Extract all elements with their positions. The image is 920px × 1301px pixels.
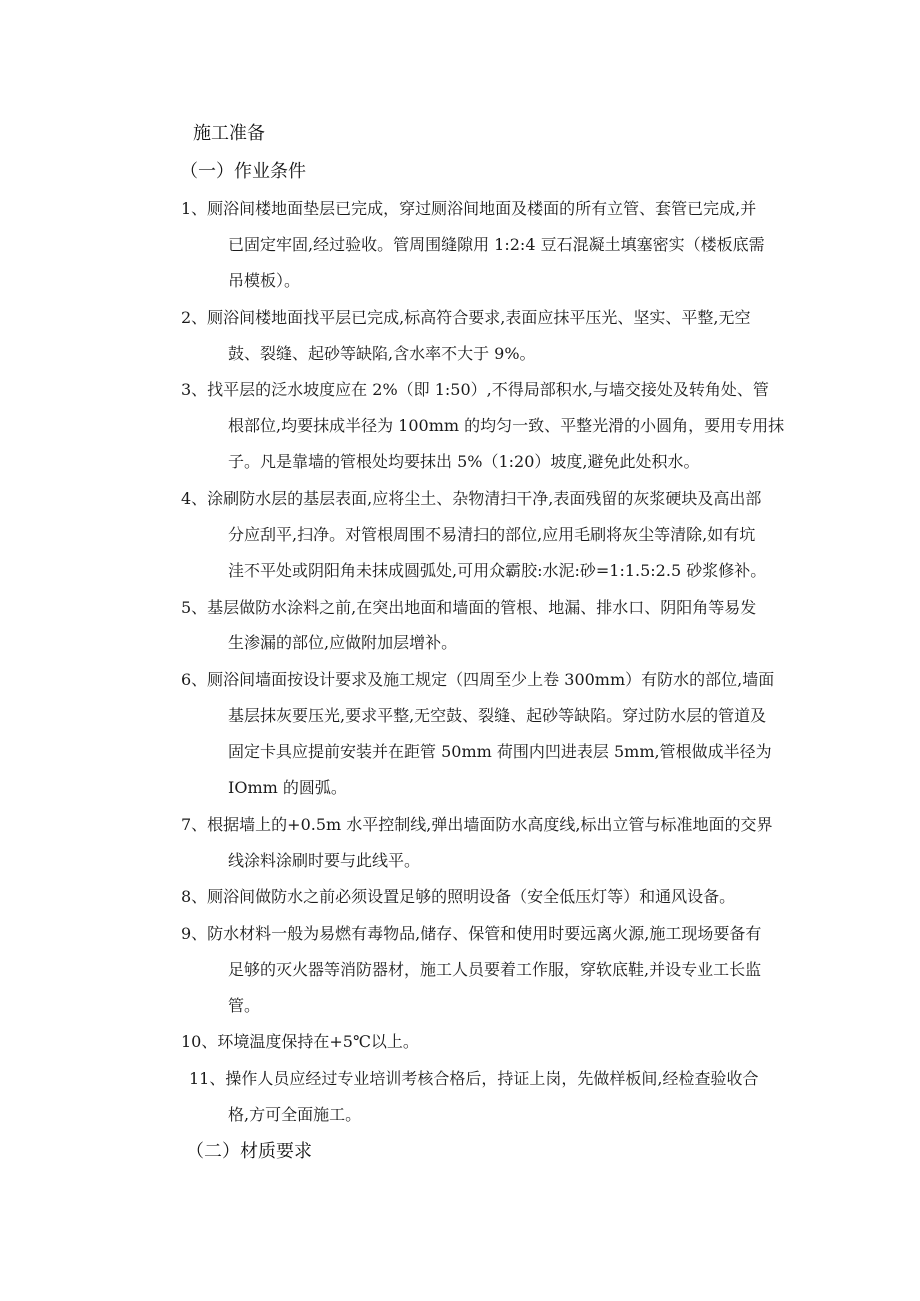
- item-1-line-3: 吊模板）。: [228, 271, 301, 290]
- item-3-line-1: 3、找平层的泛水坡度应在 2%（即 1:50）,不得局部积水,与墙交接处及转角处、管: [181, 380, 769, 399]
- item-11-line-2: 格,方可全面施工。: [228, 1105, 362, 1124]
- item-2-line-2: 鼓、裂缝、起砂等缺陷,含水率不大于 9%。: [228, 344, 536, 363]
- item-10-line-1: 10、环境温度保持在+5℃以上。: [181, 1032, 419, 1051]
- item-5-line-2: 生渗漏的部位,应做附加层增补。: [228, 633, 458, 652]
- item-9-line-2: 足够的灭火器等消防器材，施工人员要着工作服，穿软底鞋,并设专业工长监: [228, 960, 762, 979]
- item-6-line-3: 固定卡具应提前安装并在距管 50mm 荷围内凹进表层 5mm,管根做成半径为: [228, 742, 772, 761]
- item-7-line-1: 7、根据墙上的+0.5m 水平控制线,弹出墙面防水高度线,标出立管与标准地面的交界: [181, 815, 773, 834]
- item-2-line-1: 2、厕浴间楼地面找平层已完成,标高符合要求,表面应抹平压光、坚实、平整,无空: [181, 308, 751, 327]
- item-4-line-3: 洼不平处或阴阳角未抹成圆弧处,可用众霸胶:水泥:砂=1:1.5:2.5 砂浆修补。: [228, 561, 767, 580]
- section-heading-work-conditions: （一）作业条件: [180, 161, 306, 182]
- item-7-line-2: 线涂料涂刷时要与此线平。: [228, 851, 421, 870]
- item-6-line-2: 基层抹灰要压光,要求平整,无空鼓、裂缝、起砂等缺陷。穿过防水层的管道及: [228, 706, 767, 725]
- item-3-line-3: 子。凡是靠墙的管根处均要抹出 5%（1:20）坡度,避免此处积水。: [228, 452, 700, 471]
- item-8-line-1: 8、厕浴间做防水之前必须设置足够的照明设备（安全低压灯等）和通风设备。: [181, 887, 736, 906]
- item-5-line-1: 5、基层做防水涂料之前,在突出地面和墙面的管根、地漏、排水口、阴阳角等易发: [181, 598, 757, 617]
- item-4-line-1: 4、涂刷防水层的基层表面,应将尘土、杂物清扫干净,表面残留的灰浆硬块及高出部: [181, 489, 762, 508]
- item-4-line-2: 分应刮平,扫净。对管根周围不易清扫的部位,应用毛刷将灰尘等清除,如有坑: [228, 525, 756, 544]
- item-1-line-2: 已固定牢固,经过验收。管周围缝隙用 1:2:4 豆石混凝土填塞密实（楼板底需: [228, 235, 765, 254]
- section-heading-material-requirements: （二）材质要求: [186, 1141, 312, 1162]
- document-title: 施工准备: [193, 123, 265, 144]
- item-6-line-4: IOmm 的圆弧。: [228, 778, 347, 797]
- item-11-line-1: 11、操作人员应经过专业培训考核合格后，持证上岗，先做样板间,经检查验收合: [189, 1069, 759, 1088]
- item-1-line-1: 1、厕浴间楼地面垫层已完成，穿过厕浴间地面及楼面的所有立管、套管已完成,并: [181, 199, 757, 218]
- item-9-line-3: 管。: [228, 996, 261, 1015]
- item-9-line-1: 9、防水材料一般为易燃有毒物品,储存、保管和使用时要远离火源,施工现场要备有: [181, 924, 762, 943]
- item-3-line-2: 根部位,均要抹成半径为 100mm 的均匀一致、平整光滑的小圆角，要用专用抹: [228, 416, 785, 435]
- item-6-line-1: 6、厕浴间墙面按设计要求及施工规定（四周至少上卷 300mm）有防水的部位,墙面: [181, 670, 775, 689]
